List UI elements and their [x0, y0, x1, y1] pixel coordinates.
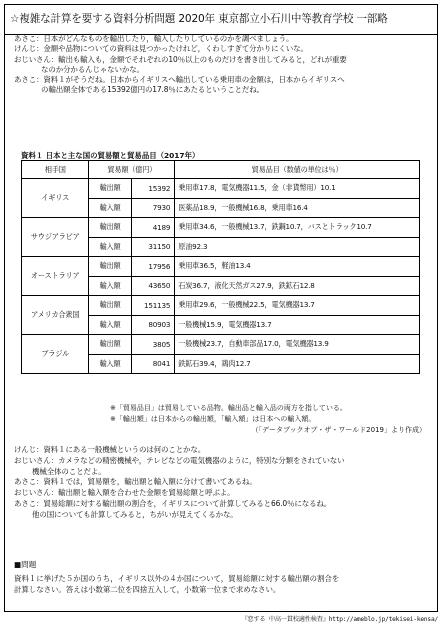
- header-partner: 相手国: [22, 161, 89, 179]
- type-cell: 輸入額: [89, 354, 131, 374]
- dialog-line: の輸出額全体である15392億円の17.8％にあたるということだね。: [41, 85, 264, 95]
- type-cell: 輸出額: [89, 179, 131, 199]
- question-line: 資料１に挙げた５か国のうち，イギリス以外の４か国について，貿易総額に対する輸出額の割合を: [14, 574, 340, 583]
- amount-cell: 80903: [131, 315, 175, 335]
- amount-cell: 43650: [131, 276, 175, 296]
- dialog-line: あさこ：資料１では，貿易額を，輸出額と輸入額に分けて書いてあるね。: [14, 477, 257, 487]
- followup-dialog: [14, 445, 344, 521]
- note-line: ※「輸出額」は日本からの輸出額，「輸入額」は日本への輸入額。: [110, 414, 316, 423]
- question-heading: ■問題: [14, 560, 37, 569]
- type-cell: 輸出額: [89, 218, 131, 238]
- items-cell: 医薬品18.9，一般機械16.8，乗用車16.4: [175, 198, 420, 218]
- dialog-line: けんじ：資料１にある一般機械というのは何のことかな。: [14, 445, 206, 454]
- country-cell: アメリカ合衆国: [22, 296, 89, 335]
- dialog-line: おじいさん：カメラなどの精密機械や，テレビなどの電気機器のように，特別な分類をされていない: [14, 455, 345, 465]
- amount-cell: 8041: [131, 354, 175, 374]
- dialog-line: 他の国についても計算してみると，ちがいが見えてくるかな。: [32, 509, 238, 519]
- header-amount: 貿易額（億円）: [89, 161, 175, 179]
- items-cell: 鉄鉱石39.4，鶏肉12.7: [175, 354, 420, 374]
- amount-cell: 4189: [131, 218, 175, 238]
- items-cell: 乗用車36.5，軽油13.4: [175, 257, 420, 277]
- type-cell: 輸出額: [89, 257, 131, 277]
- items-cell: 乗用車29.6，一般機械22.5，電気機器13.7: [175, 296, 420, 316]
- items-cell: 一般機械15.9，電気機器13.7: [175, 315, 420, 335]
- question-text: [14, 573, 339, 596]
- items-cell: 乗用車17.8，電気機器11.5，金（非貨幣用）10.1: [175, 179, 420, 199]
- dialog-line: けんじ：金額や品物についての資料は見つかったけれど，くわしすぎて分かりにくいな。: [14, 44, 308, 54]
- items-cell: 石炭36.7，液化天然ガス27.9，鉄鉱石12.8: [175, 276, 420, 296]
- table-row: [22, 179, 420, 199]
- items-cell: 一般機械23.7，自動車部品17.0，電気機器13.9: [175, 335, 420, 355]
- amount-cell: 3805: [131, 335, 175, 355]
- table-header-row: [22, 161, 420, 179]
- header-items: 貿易品目（数値の単位は％）: [175, 161, 420, 179]
- items-cell: 原油92.3: [175, 237, 420, 257]
- page-title: ☆複雑な計算を要する資料分析問題 2020年 東京都立小石川中等教育学校 一部略: [5, 5, 437, 35]
- items-cell: 乗用車34.6，一般機械13.7，鉄鋼10.7，バスとトラック10.7: [175, 218, 420, 238]
- type-cell: 輸入額: [89, 276, 131, 296]
- dialog-line: あさこ：貿易総額に対する輸出額の割合を，イギリスについて計算してみると66.0％になるね。: [14, 498, 332, 508]
- table-row: [22, 257, 420, 277]
- amount-cell: 15392: [131, 179, 175, 199]
- country-cell: サウジアラビア: [22, 218, 89, 257]
- table-row: [22, 218, 420, 238]
- table-row: [22, 296, 420, 316]
- country-cell: オーストラリア: [22, 257, 89, 296]
- amount-cell: 31150: [131, 237, 175, 257]
- dialog-line: おじいさん：輸出も輸入も，金額でそれぞれの10％以上のものだけを書き出してみると，どれが重要: [14, 54, 347, 64]
- footer-credit: 『恋する 中高一貫校適性検査』http://ameblo.jp/tekisei-kensa/: [241, 616, 438, 623]
- source-citation: （「データブックオブ・ザ・ワールド2019」より作成）: [251, 426, 426, 434]
- question-line: 計算しなさい。答えは小数第二位を四捨五入して，小数第一位まで求めなさい。: [14, 585, 281, 595]
- amount-cell: 151135: [131, 296, 175, 316]
- type-cell: 輸出額: [89, 296, 131, 316]
- dialog-line: なのか分かるんじゃないかな。: [41, 64, 144, 74]
- note-line: ※「貿易品目」は貿易している品物。輸出品と輸入品の両方を指している。: [110, 404, 347, 412]
- trade-table: [21, 160, 420, 374]
- type-cell: 輸出額: [89, 335, 131, 355]
- dialog-line: あさこ：資料１がそうだね。日本からイギリスへ輸出している乗用車の金額は，日本からイギリスへ: [14, 75, 345, 85]
- table-row: [22, 335, 420, 355]
- table-title: 資料１ 日本と主な国の貿易額と貿易品目（2017年）: [21, 151, 200, 160]
- dialog-line: おじいさん：輸出額と輸入額を合わせた金額を貿易総額と呼ぶよ。: [14, 488, 235, 498]
- table-notes: [110, 403, 347, 424]
- type-cell: 輸入額: [89, 198, 131, 218]
- intro-dialog: [14, 34, 424, 96]
- amount-cell: 7930: [131, 198, 175, 218]
- country-cell: ブラジル: [22, 335, 89, 374]
- type-cell: 輸入額: [89, 237, 131, 257]
- country-cell: イギリス: [22, 179, 89, 218]
- type-cell: 輸入額: [89, 315, 131, 335]
- dialog-line: 機械全体のことだよ。: [32, 466, 106, 476]
- amount-cell: 17956: [131, 257, 175, 277]
- dialog-line: あさこ：日本がどんなものを輸出したり，輸入したりしているのかを調べましょう。: [14, 34, 294, 43]
